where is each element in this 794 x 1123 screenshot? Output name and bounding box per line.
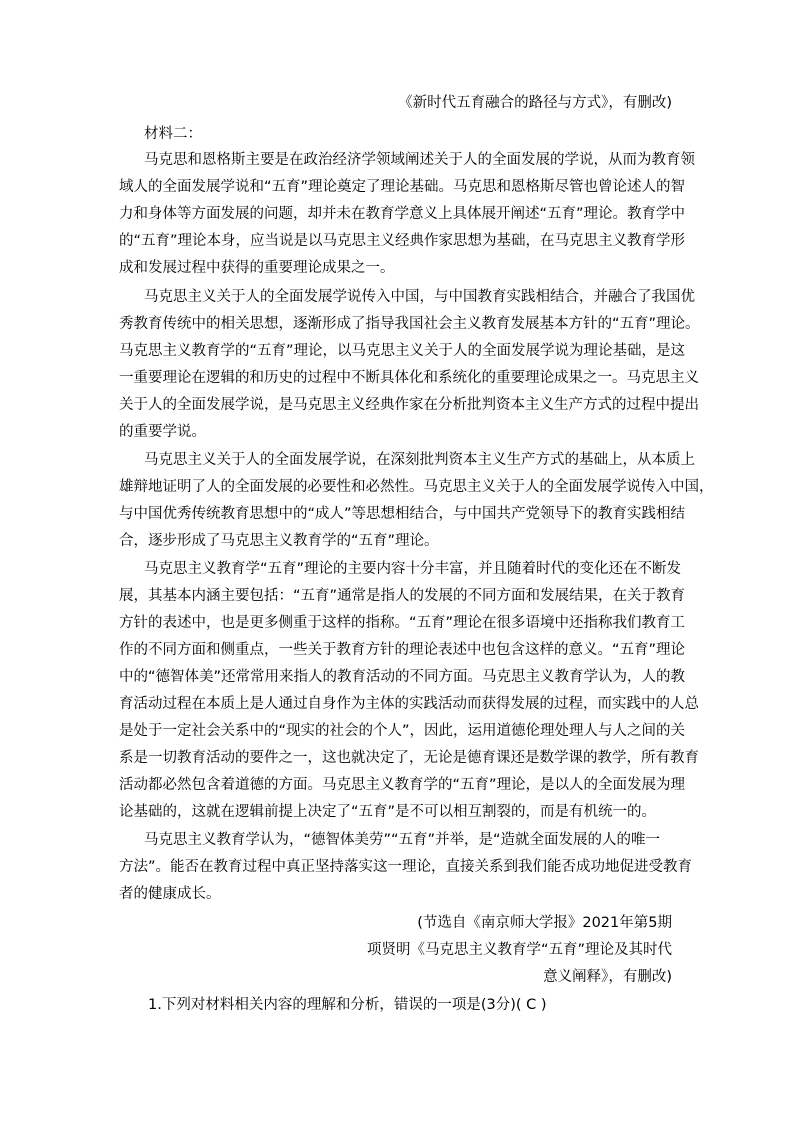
paragraph-line: 秀教育传统中的相关思想，逐渐形成了指导我国社会主义教育发展基本方针的“五育”理论。 bbox=[119, 316, 700, 332]
paragraph-line: 域人的全面发展学说和“五育”理论奠定了理论基础。马克思和恩格斯尽管也曾论述人的智 bbox=[119, 179, 686, 195]
paragraph-line: 合，逐步形成了马克思主义教育学的“五育”理论。 bbox=[119, 533, 439, 549]
paragraph-line: 展，其基本内涵主要包括：“五育”通常是指人的发展的不同方面和发展结果，在关于教育 bbox=[119, 588, 686, 604]
paragraph-line: 成和发展过程中获得的重要理论成果之一。 bbox=[119, 260, 395, 276]
paragraph-line: 方针的表述中，也是更多侧重于这样的指称。“五育”理论在很多语境中还指称我们教育工 bbox=[119, 615, 686, 631]
citation-line: (节选自《南京师大学报》2021年第5期 bbox=[417, 915, 672, 931]
question-1: 1.下列对材料相关内容的理解和分析，错误的一项是(3分)( C ) bbox=[148, 997, 547, 1013]
paragraph-line: 马克思主义关于人的全面发展学说传入中国，与中国教育实践相结合，并融合了我国优 bbox=[144, 289, 695, 305]
paragraph-line: 雄辩地证明了人的全面发展的必要性和必然性。马克思主义关于人的全面发展学说传入中国， bbox=[119, 479, 714, 495]
paragraph-line: 作的不同方面和侧重点，一些关于教育方针的理论表述中也包含这样的意义。“五育”理论 bbox=[119, 642, 686, 658]
material-heading: 材料二： bbox=[144, 126, 202, 142]
paragraph-line: 力和身体等方面发展的问题，却并未在教育学意义上具体展开阐述“五育”理论。教育学中 bbox=[119, 206, 686, 222]
paragraph-line: 马克思主义教育学“五育”理论的主要内容十分丰富，并且随着时代的变化还在不断发 bbox=[144, 561, 682, 577]
citation-line: 意义阐释》，有删改) bbox=[543, 969, 672, 985]
paragraph-line: 马克思主义教育学认为，“德智体美劳”“五育”并举，是“造就全面发展的人的唯一 bbox=[144, 832, 661, 848]
source-citation-1: 《新时代五育融合的路径与方式》，有删改) bbox=[398, 95, 672, 111]
paragraph-line: 关于人的全面发展学说，是马克思主义经典作家在分析批判资本主义生产方式的过程中提出 bbox=[119, 397, 699, 413]
paragraph-line: 与中国优秀传统教育思想中的“成人”等思想相结合，与中国共产党领导下的教育实践相结 bbox=[119, 506, 686, 522]
paragraph-line: 育活动过程在本质上是人通过自身作为主体的实践活动而获得发展的过程，而实践中的人总 bbox=[119, 696, 699, 712]
paragraph-line: 的重要学说。 bbox=[119, 424, 206, 440]
paragraph-line: 系是一切教育活动的要件之一，这也就决定了，无论是德育课还是数学课的教学，所有教育 bbox=[119, 750, 699, 766]
paragraph-line: 马克思主义教育学的“五育”理论，以马克思主义关于人的全面发展学说为理论基础，是这 bbox=[119, 343, 686, 359]
paragraph-line: 者的健康成长。 bbox=[119, 886, 221, 902]
paragraph-line: 方法”。能否在教育过程中真正坚持落实这一理论，直接关系到我们能否成功地促进受教育 bbox=[119, 859, 693, 875]
paragraph-line: 马克思主义关于人的全面发展学说，在深刻批判资本主义生产方式的基础上，从本质上 bbox=[144, 452, 695, 468]
paragraph-line: 活动都必然包含着道德的方面。马克思主义教育学的“五育”理论，是以人的全面发展为理 bbox=[119, 777, 686, 793]
paragraph-line: 论基础的，这就在逻辑前提上决定了“五育”是不可以相互割裂的，而是有机统一的。 bbox=[119, 804, 657, 820]
paragraph-line: 一重要理论在逻辑的和历史的过程中不断具体化和系统化的重要理论成果之一。马克思主义 bbox=[119, 370, 699, 386]
paragraph-line: 马克思和恩格斯主要是在政治经济学领域阐述关于人的全面发展的学说，从而为教育领 bbox=[144, 152, 695, 168]
paragraph-line: 的“五育”理论本身，应当说是以马克思主义经典作家思想为基础，在马克思主义教育学形 bbox=[119, 233, 686, 249]
citation-line: 项贤明《马克思主义教育学“五育”理论及其时代 bbox=[366, 942, 672, 958]
paragraph-line: 中的“德智体美”还常常用来指人的教育活动的不同方面。马克思主义教育学认为，人的教 bbox=[119, 669, 686, 685]
paragraph-line: 是处于一定社会关系中的“现实的社会的个人”，因此，运用道德伦理处理人与人之间的关 bbox=[119, 723, 686, 739]
